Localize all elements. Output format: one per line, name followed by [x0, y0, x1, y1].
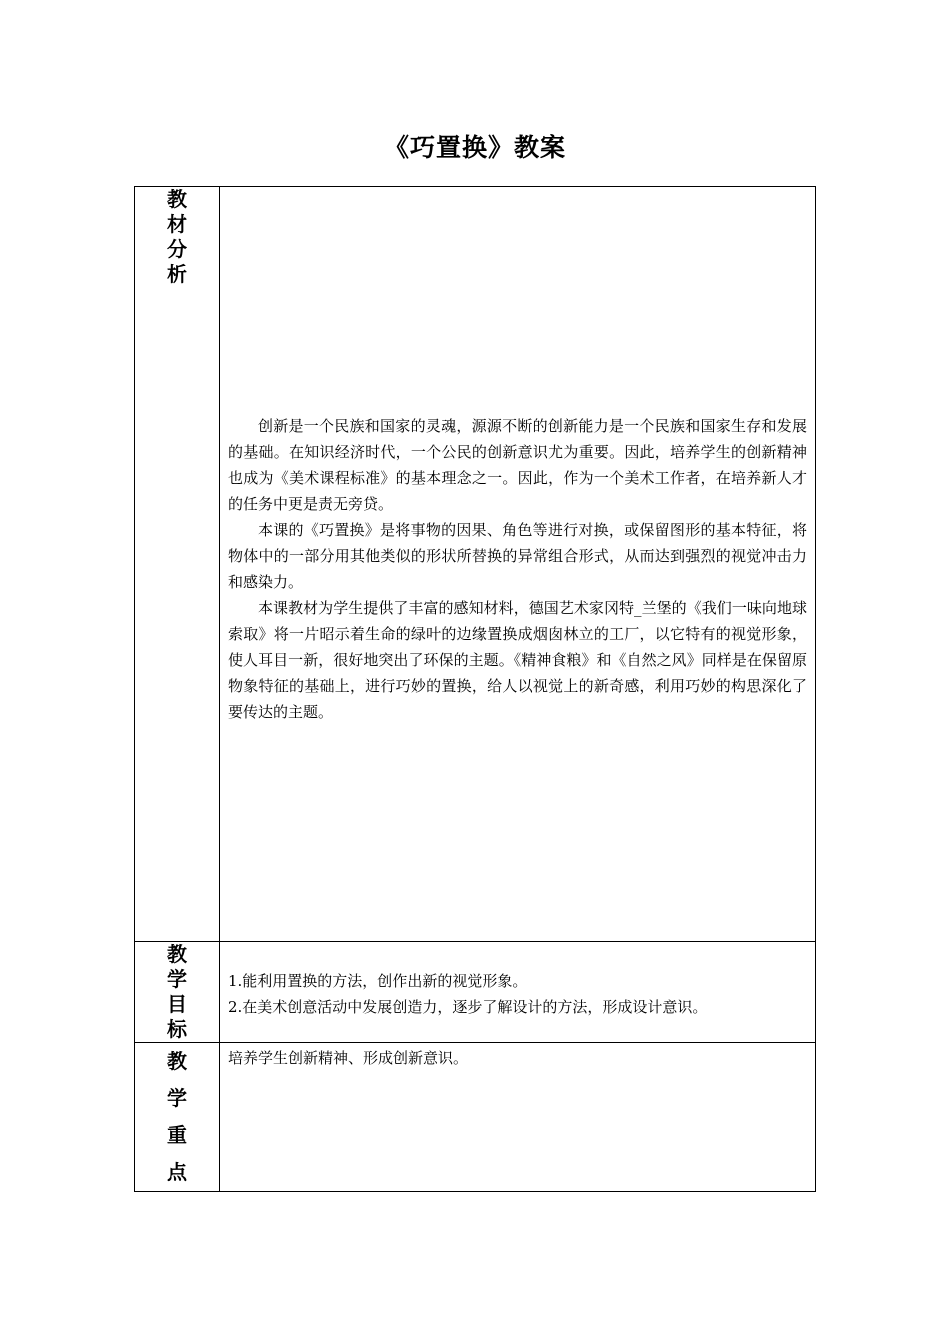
document-title: 《巧置换》教案 — [383, 133, 566, 162]
content-teaching-focus — [220, 1043, 816, 1192]
analysis-paragraph: 本课的《巧置换》是将事物的因果、角色等进行对换，或保留图形的基本特征，将物体中的一部分用其他类似的形状所替换的异常组合形式，从而达到强烈的视觉冲击力和感染力。 — [228, 521, 807, 591]
label-char: 析 — [167, 262, 187, 286]
lesson-plan-table — [134, 186, 816, 1192]
label-char: 分 — [167, 237, 187, 261]
label-char: 学 — [167, 967, 187, 991]
focus-text: 培养学生创新精神、形成创新意识。 — [228, 1049, 469, 1067]
label-char: 点 — [167, 1160, 187, 1184]
content-material-analysis — [220, 187, 816, 942]
label-char: 目 — [167, 992, 187, 1016]
label-char: 教 — [167, 187, 187, 211]
analysis-paragraph: 创新是一个民族和国家的灵魂，源源不断的创新能力是一个民族和国家生存和发展的基础。在知识经济时代，一个公民的创新意识尤为重要。因此，培养学生的创新精神也成为《美术课程标准》的基本理念之一。因此，作为一个美术工作者，在培养新人才的任务中更是责无旁贷。 — [228, 417, 807, 513]
goal-item: 2.在美术创意活动中发展创造力，逐步了解设计的方法，形成设计意识。 — [228, 998, 708, 1016]
label-char: 学 — [167, 1086, 187, 1110]
label-material-analysis — [135, 187, 220, 942]
analysis-paragraph: 本课教材为学生提供了丰富的感知材料，德国艺术家冈特_兰堡的《我们一味向地球索取》将一片昭示着生命的绿叶的边缘置换成烟囱林立的工厂，以它特有的视觉形象，使人耳目一新，很好地突出了环保的主题。《精神食粮》和《自然之风》同样是在保留原物象特征的基础上，进行巧妙的置换，给人以视觉上的新奇感，利用巧妙的构思深化了要传达的主题。 — [228, 599, 807, 721]
row-material-analysis — [135, 187, 816, 942]
label-char: 重 — [167, 1123, 187, 1147]
label-teaching-goals — [135, 942, 220, 1043]
label-teaching-focus — [135, 1043, 220, 1192]
row-teaching-goals — [135, 942, 816, 1043]
content-teaching-goals — [220, 942, 816, 1043]
label-char: 教 — [167, 1049, 187, 1073]
label-char: 标 — [167, 1017, 187, 1041]
label-char: 教 — [167, 942, 187, 966]
goal-item: 1.能利用置换的方法，创作出新的视觉形象。 — [228, 972, 528, 990]
label-char: 材 — [167, 212, 187, 236]
row-teaching-focus — [135, 1043, 816, 1192]
